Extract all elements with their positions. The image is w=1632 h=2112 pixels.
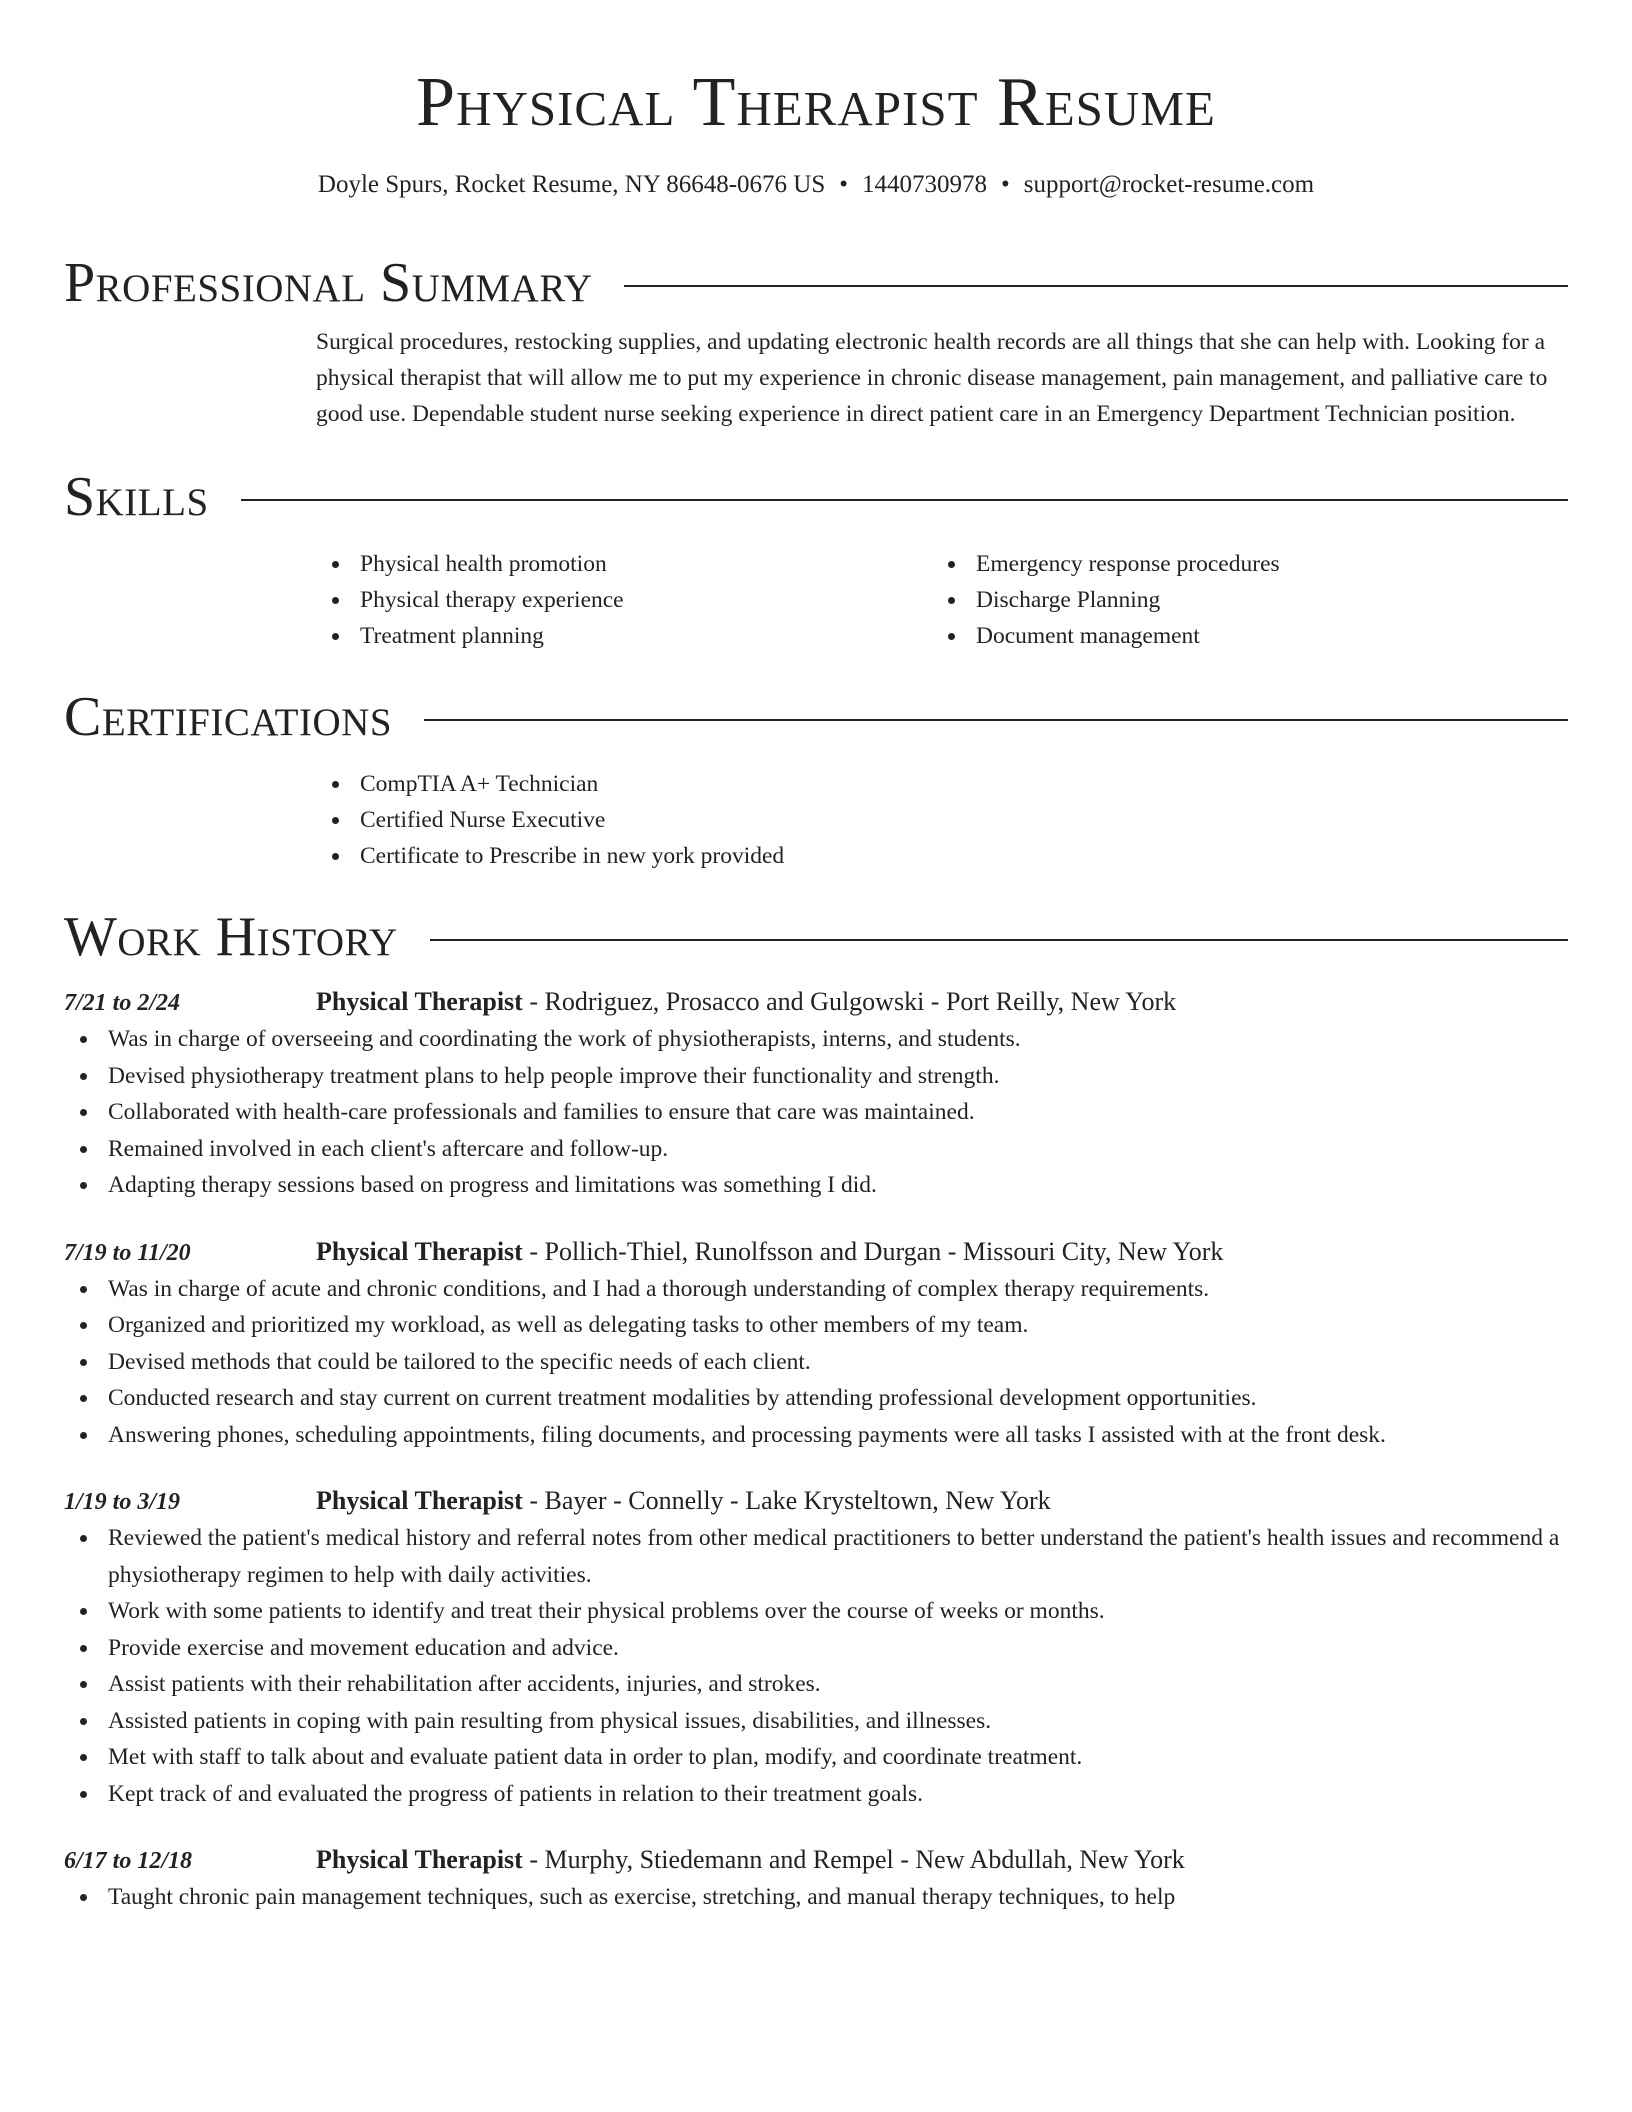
job-entry (64, 1842, 1568, 1916)
job-bullet-list (64, 1271, 1568, 1454)
skills-section-header (64, 462, 1568, 532)
job-bullet: Work with some patients to identify and treat their physical problems over the course of weeks or months. (64, 1593, 1568, 1630)
skills-list-left (316, 546, 932, 654)
job-title-line (316, 984, 1176, 1020)
job-title-line (316, 1483, 1051, 1519)
job-employer-location: - Bayer - Connelly - Lake Krysteltown, New York (522, 1486, 1051, 1515)
job-bullet-list (64, 1879, 1568, 1916)
job-dates: 7/19 to 11/20 (64, 1239, 191, 1266)
skill-item: Physical health promotion (316, 546, 932, 582)
certifications-section-body (316, 766, 1568, 874)
job-dates: 1/19 to 3/19 (64, 1489, 181, 1515)
skills-section-title: Skills (64, 466, 209, 528)
job-employer-location: - Rodriguez, Prosacco and Gulgowski - Port Reilly, New York (522, 987, 1177, 1016)
job-entry (64, 984, 1568, 1204)
skill-item: Treatment planning (316, 618, 932, 654)
certifications-list (316, 766, 1568, 874)
job-title-line (316, 1234, 1223, 1270)
skill-item: Discharge Planning (932, 582, 1548, 618)
skill-item: Physical therapy experience (316, 582, 932, 618)
job-entry (64, 1483, 1568, 1812)
summary-section-title: Professional Summary (64, 252, 593, 314)
summary-section-body (316, 324, 1568, 432)
job-bullet: Was in charge of overseeing and coordinating the work of physiotherapists, interns, and students. (64, 1021, 1568, 1058)
section-divider (424, 719, 1568, 721)
job-position: Physical Therapist (316, 1845, 523, 1874)
contact-address: Doyle Spurs, Rocket Resume, NY 86648-0676 US (317, 171, 826, 198)
skills-grid (316, 546, 1568, 654)
job-bullet: Devised methods that could be tailored to the specific needs of each client. (64, 1344, 1568, 1381)
contact-separator: • (1001, 171, 1010, 198)
section-divider (624, 285, 1568, 287)
contact-separator: • (839, 171, 849, 198)
contact-phone: 1440730978 (862, 171, 988, 198)
work-section-header (64, 902, 1568, 972)
job-bullet: Remained involved in each client's aftercare and follow-up. (64, 1131, 1568, 1168)
job-bullet: Reviewed the patient's medical history and referral notes from other medical practitioners to better understand the patient's health issues and recommend a physiotherapy regimen to help with daily activities. (64, 1520, 1568, 1593)
section-divider (241, 499, 1568, 501)
certification-item: Certified Nurse Executive (316, 802, 1568, 838)
job-position: Physical Therapist (316, 987, 523, 1016)
section-divider (430, 939, 1568, 941)
job-bullet-list (64, 1021, 1568, 1204)
job-bullet: Kept track of and evaluated the progress of patients in relation to their treatment goals. (64, 1776, 1568, 1813)
job-bullet: Taught chronic pain management techniques, such as exercise, stretching, and manual therapy techniques, to help (64, 1879, 1568, 1916)
contact-email[interactable]: support@rocket-resume.com (1023, 171, 1315, 198)
job-bullet: Organized and prioritized my workload, as well as delegating tasks to other members of my team. (64, 1307, 1568, 1344)
job-header (64, 1842, 1568, 1879)
job-bullet: Assisted patients in coping with pain resulting from physical issues, disabilities, and illnesses. (64, 1703, 1568, 1740)
skills-list-right (932, 546, 1548, 654)
job-dates: 6/17 to 12/18 (64, 1848, 193, 1874)
job-header (64, 984, 1568, 1021)
skill-item: Document management (932, 618, 1548, 654)
job-bullet: Answering phones, scheduling appointments, filing documents, and processing payments were all tasks I assisted with at the front desk. (64, 1417, 1568, 1454)
job-employer-location: - Pollich-Thiel, Runolfsson and Durgan - Missouri City, New York (522, 1236, 1224, 1266)
job-bullet-list (64, 1520, 1568, 1812)
skill-item: Emergency response procedures (932, 546, 1548, 582)
certifications-section-header (64, 682, 1568, 752)
job-bullet: Provide exercise and movement education and advice. (64, 1630, 1568, 1667)
job-header (64, 1483, 1568, 1520)
job-employer-location: - Murphy, Stiedemann and Rempel - New Abdullah, New York (522, 1845, 1185, 1874)
job-header (64, 1234, 1568, 1271)
job-bullet: Met with staff to talk about and evaluate patient data in order to plan, modify, and coordinate treatment. (64, 1739, 1568, 1776)
job-bullet: Collaborated with health-care professionals and families to ensure that care was maintained. (64, 1094, 1568, 1131)
certification-item: Certificate to Prescribe in new york provided (316, 838, 1568, 874)
job-bullet: Devised physiotherapy treatment plans to help people improve their functionality and strength. (64, 1058, 1568, 1095)
job-bullet: Conducted research and stay current on current treatment modalities by attending professional development opportunities. (64, 1380, 1568, 1417)
job-bullet: Assist patients with their rehabilitation after accidents, injuries, and strokes. (64, 1666, 1568, 1703)
job-position: Physical Therapist (316, 1486, 523, 1515)
summary-text: Surgical procedures, restocking supplies, and updating electronic health records are all things that she can help with. Looking for a physical therapist that will allow me to put my experience in chronic disease management, pain management, and palliative care to good use. Dependable student nurse seeking experience in direct patient care in an Emergency Department Technician position. (316, 329, 1548, 427)
job-entry (64, 1234, 1568, 1454)
certifications-section-title: Certifications (64, 686, 393, 748)
job-dates: 7/21 to 2/24 (64, 990, 181, 1016)
work-section-title: Work History (64, 906, 398, 968)
job-bullet: Was in charge of acute and chronic conditions, and I had a thorough understanding of complex therapy requirements. (64, 1271, 1568, 1308)
certification-item: CompTIA A+ Technician (316, 766, 1568, 802)
job-bullet: Adapting therapy sessions based on progress and limitations was something I did. (64, 1167, 1568, 1204)
job-title-line (316, 1842, 1185, 1878)
summary-section-header (64, 248, 1568, 318)
resume-title: Physical Therapist Resume (416, 64, 1216, 141)
job-position: Physical Therapist (316, 1236, 523, 1266)
contact-line (64, 168, 1568, 202)
